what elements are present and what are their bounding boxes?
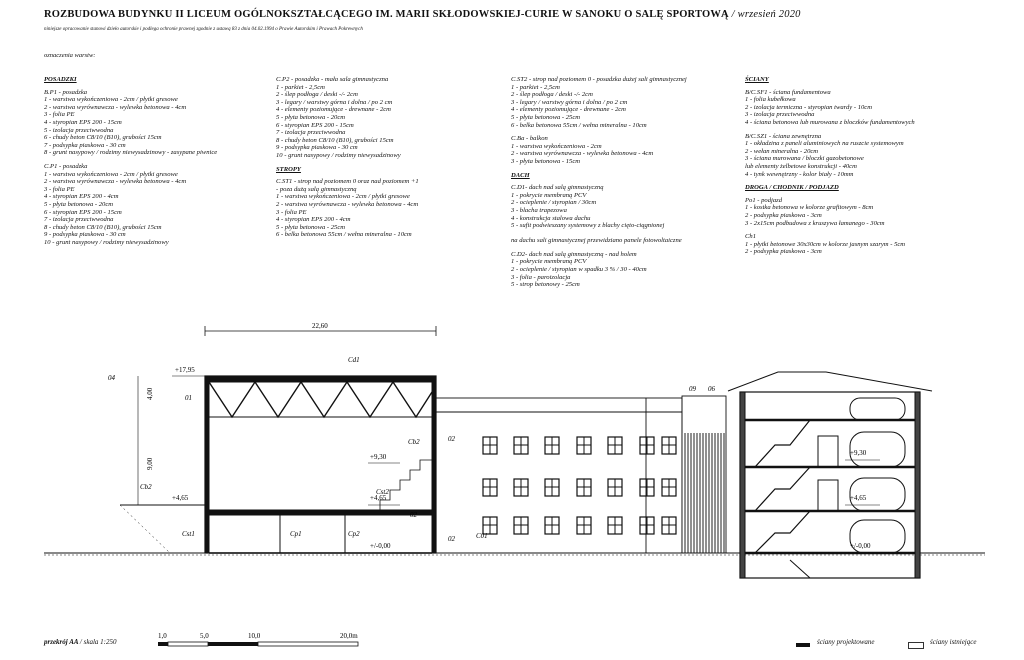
spec-block [276, 76, 419, 160]
spec-line: 4 - tynk wewnętrzny - kolor biały - 10mm [745, 170, 854, 178]
spec-line: 6 - styropian EPS 200 - 15cm [276, 121, 354, 129]
spec-line: 2 - ocieplenie / styropian / 30cm [511, 199, 597, 207]
spec-line: 3 - folia PE [276, 208, 307, 216]
page-title [44, 9, 801, 20]
spec-line: 3 - legary / warstwy górna i dolna / po 2 cm [276, 98, 393, 106]
tag-cp1: Cp1 [290, 530, 302, 538]
scale-tick-1: 1,0 [158, 632, 167, 640]
tag-cb2-left: Cb2 [140, 483, 152, 491]
section-heading: DACH [511, 171, 530, 179]
spec-line: 2 - warstwa wyrównawcza - wylewka betonowa - 4cm [511, 150, 654, 158]
spec-line: 1 - warstwa wykończeniowa - 2cm / płytki gresowe [44, 96, 178, 104]
tag-02-bottom: 02 [448, 535, 455, 543]
spec-line: 5 - sufit podwieszany systemowy z blachy cięto-ciągnionej [511, 222, 665, 230]
spec-line: 2 - podsypka piaskowa - 3cm [745, 248, 822, 256]
level-0-hall: +/-0,00 [370, 542, 391, 550]
spec-title: C.Ba - balkon [511, 135, 548, 143]
spec-title: C.D2- dach nad salą gimnastyczną - nad holem [511, 250, 637, 258]
spec-line: 7 - podsypka piaskowa - 30 cm [44, 141, 126, 149]
spec-title: Po1 - podjazd [745, 196, 782, 204]
level-markers [138, 376, 880, 553]
spec-line: 1 - płytki betonowe 30x30cm w kolorze jasnym szarym - 5cm [745, 240, 906, 248]
dim-width-label: 22,60 [312, 322, 328, 330]
title-date: / wrzesień 2020 [731, 9, 801, 20]
level-4-65-left: +4,65 [172, 494, 189, 502]
spec-block [511, 251, 687, 289]
spec-block [511, 184, 687, 245]
spec-line: 4 - ściana betonowa lub murowana z bloczków fundamentowych [745, 118, 915, 126]
scale-bar [150, 628, 380, 650]
spec-line: 3 - blacha trapezowa [511, 206, 567, 214]
spec-line: 2 - warstwa wyrównawcza - wylewka betonowa - 4cm [44, 103, 187, 111]
spec-line: 5 - płyta betonowa - 25cm [511, 113, 581, 121]
spec-line: lub elementy żelbetowe konstrukcji - 40cm [745, 162, 857, 170]
level-9-30-right: +9,30 [850, 449, 867, 457]
spec-line: 1 - warstwa wykończeniowa - 2cm / płytki gresowe [44, 170, 178, 178]
spec-title: C.P2 - posadzka - mała sala gimnastyczna [276, 76, 389, 83]
spec-block [276, 178, 419, 239]
level-4-65-right: +4,65 [850, 494, 867, 502]
spec-line: 2 - ślep podłoga / deski -/- 2cm [276, 91, 358, 99]
window-grid [483, 437, 676, 534]
dim-9-00: 9,00 [146, 457, 154, 470]
spec-title: Ch1 [745, 233, 756, 241]
spec-line: 8 - grunt nasypowy / rodzimy niewysadzinowy - zasypane piwnice [44, 149, 218, 157]
spec-line: 1 - kostka betonowa w kolorze grafitowym - 8cm [745, 204, 874, 212]
spec-line: 8 - chudy beton C8/10 (B10), grubości 15cm [44, 223, 162, 231]
sports-hall [205, 376, 436, 553]
tag-09: 09 [689, 385, 696, 393]
tag-01: 01 [185, 394, 192, 402]
section-scale: / skala 1:250 [79, 638, 117, 646]
right-building [728, 372, 932, 578]
section-heading: POSADZKI [44, 76, 77, 83]
layers-label: oznaczenia warstw: [44, 52, 96, 59]
title-text: ROZBUDOWA BUDYNKU II LICEUM OGÓLNOKSZTAŁCĄCEGO IM. MARII SKŁODOWSKIEJ-CURIE W SANOKU O SALĘ SPORTOWĄ [44, 9, 729, 20]
spec-line: 1 - parkiet - 2,5cm [276, 83, 325, 91]
column-floor-slabs [276, 76, 419, 245]
tag-c01: C01 [476, 532, 488, 540]
spec-line: na dachu sali gimnastycznej przewidziano panele fotowoltaiczne [511, 237, 682, 245]
tag-cp2: Cp2 [348, 530, 360, 538]
spec-line: 2 - wełan mineralna - 20cm [745, 147, 819, 155]
spec-line: 1 - pokrycie membraną PCV [511, 191, 587, 199]
spec-block [511, 135, 687, 165]
spec-line: 3 - płyta betonowa - 15cm [511, 157, 581, 165]
spec-line: 5 - strop betonowy - 25cm [511, 281, 580, 289]
tag-cst1: Cst1 [182, 530, 195, 538]
spec-block [745, 197, 915, 227]
section-heading: DROGA / CHODNIK / PODJAZD [745, 184, 839, 192]
spec-line: 5 - płyta betonowa - 20cm [44, 200, 114, 208]
spec-block [44, 163, 217, 247]
level-0-right: +/-0,00 [850, 542, 871, 550]
spec-line: 7 - izolacja przeciwwodna [44, 216, 114, 224]
spec-title: C.ST2 - strop nad poziomem 0 - posadzka dużej sali gimnastycznej [511, 76, 687, 83]
legend-exist-swatch [908, 642, 924, 649]
copyright-note: niniejsze opracowanie stanowi dzieło autorskie i podlega ochronie prawnej zgodnie z ustawą 83 z dnia 04.02.1994 o Prawie Autorskim i Prawach Pokrewnych [44, 27, 363, 32]
spec-line: 6 - belka betonowa 55cm / wełna mineralna - 10cm [276, 231, 412, 239]
spec-block [511, 76, 687, 129]
legend-new-label: ściany projektowane [817, 638, 875, 646]
spec-block [745, 133, 915, 179]
spec-line: 4 - styropian EPS 200 - 4cm [276, 216, 351, 224]
spec-line: 5 - izolacja przeciwwodna [44, 126, 114, 134]
spec-line: 2 - izolacja termiczna - styropian twardy - 10cm [745, 103, 872, 111]
scale-tick-20: 20,0m [340, 632, 358, 640]
spec-line: 1 - warstwa wykończeniowa - 2cm [511, 142, 602, 150]
spec-title: C.P1 - posadzka [44, 162, 88, 170]
tag-02-top: 02 [448, 435, 455, 443]
level-9-30-hall: +9,30 [370, 453, 387, 461]
spec-line: 2 - podsypka piaskowa - 3cm [745, 211, 822, 219]
spec-line: 3 - 2x15cm podbudowa z kruszywa łamanego - 30cm [745, 219, 885, 227]
level-4-65-hall: +4,65 [370, 494, 387, 502]
spec-line: 2 - ocieplenie / styropian w spadku 3 % / 30 - 40cm [511, 266, 647, 274]
scale-tick-10: 10,0 [248, 632, 261, 640]
spec-line: 3 - folia PE [44, 111, 75, 119]
level-17-95: +17,95 [175, 366, 195, 374]
section-name: przekrój AA [44, 638, 79, 646]
column-floors [44, 76, 217, 252]
spec-line: 2 - warstwa wyrównawcza - wylewka betonowa - 4cm [44, 178, 187, 186]
section-heading: STROPY [276, 165, 301, 173]
spec-line: 10 - grunt nasypowy / rodzimy niewysadzinowy [276, 151, 401, 159]
spec-line: 3 - legary / warstwy górna i dolna / po 2 cm [511, 98, 628, 106]
column-slabs-roof [511, 76, 687, 295]
tag-04: 04 [108, 374, 115, 382]
spec-line: 3 - ściana murowana / bloczki gazobetonowe [745, 155, 864, 163]
spec-line: 7 - izolacja przeciwwodna [276, 129, 346, 137]
spec-line: 9 - podsypka piaskowa - 30 cm [44, 231, 126, 239]
spec-line: 9 - podsypka piaskowa - 30 cm [276, 144, 358, 152]
legend-exist-label: ściany istniejące [930, 638, 977, 646]
spec-line: 3 - izolacja przeciwwodna [745, 111, 815, 119]
column-walls-road [745, 76, 915, 262]
spec-line: 4 - elementy poziomujące - drewnane - 2cm [276, 106, 391, 114]
spec-line: 5 - płyta betonowa - 20cm [276, 113, 346, 121]
spec-line: 2 - warstwa wyrównawcza - wylewka betonowa - 4cm [276, 200, 419, 208]
spec-title: B/C.SZ1 - ściana zewnętrzna [745, 132, 822, 140]
spec-line: 3 - folia - paroizolacja [511, 273, 571, 281]
tag-06: 06 [708, 385, 715, 393]
tag-cd1: Cd1 [348, 356, 360, 364]
spec-title: C.ST1 - strop nad poziomem 0 oraz nad poziomem +1 [276, 178, 419, 186]
spec-line: 4 - styropian EPS 200 - 15cm [44, 118, 122, 126]
spec-line: 4 - elementy poziomujące - drewnane - 2cm [511, 106, 626, 114]
spec-line: 6 - belka betonowa 55cm / wełna mineralna - 10cm [511, 121, 647, 129]
dim-4-00: 4,00 [146, 387, 154, 400]
spec-line: 2 - ślep podłoga / deski -/- 2cm [511, 91, 593, 99]
spec-title: C.D1- dach nad salą gimnastyczną [511, 184, 604, 192]
section-drawing [0, 320, 1024, 620]
spec-line: 1 - pokrycie membraną PCV [511, 258, 587, 266]
spec-line: 10 - grunt nasypowy / rodzimy niewysadzinowy [44, 238, 169, 246]
spec-line: 1 - okładzina z paneli aluminiowych na ruszcie systemowym [745, 140, 904, 148]
spec-block [745, 233, 915, 256]
scale-tick-5: 5,0 [200, 632, 209, 640]
spec-line: 1 - warstwa wykończeniowa - 2cm / płytki gresowe [276, 193, 410, 201]
spec-title: B.P1 - posadzka [44, 88, 88, 96]
stair-shaft [682, 396, 726, 553]
spec-line: 4 - konstrukcja stalowa dachu [511, 214, 591, 222]
spec-line [511, 230, 687, 238]
spec-line: 1 - parkiet - 2,5cm [511, 83, 560, 91]
tag-02-hall: 02 [410, 511, 417, 519]
spec-line: - poza dużą salą gimnastyczną [276, 185, 357, 193]
tag-cb2-hall: Cb2 [408, 438, 420, 446]
spec-line: 3 - folia PE [44, 185, 75, 193]
spec-line: 6 - chudy beton C8/10 (B10), grubości 15cm [44, 134, 162, 142]
legend-new-swatch [796, 643, 810, 647]
spec-block [745, 89, 915, 127]
section-heading: ŚCIANY [745, 76, 769, 83]
spec-block [44, 89, 217, 157]
section-label [44, 638, 116, 646]
spec-line: 1 - folia kubełkowa [745, 96, 796, 104]
spec-line: 6 - styropian EPS 200 - 15cm [44, 208, 122, 216]
spec-line: 4 - styropian EPS 200 - 4cm [44, 193, 119, 201]
spec-line: 8 - chudy beton C8/10 (B10), grubości 15cm [276, 136, 394, 144]
spec-title: B/C.SF1 - ściana fundamentowa [745, 88, 831, 96]
tag-cst2: Cst2 [376, 488, 389, 496]
spec-line: 5 - płyta betonowa - 25cm [276, 223, 346, 231]
